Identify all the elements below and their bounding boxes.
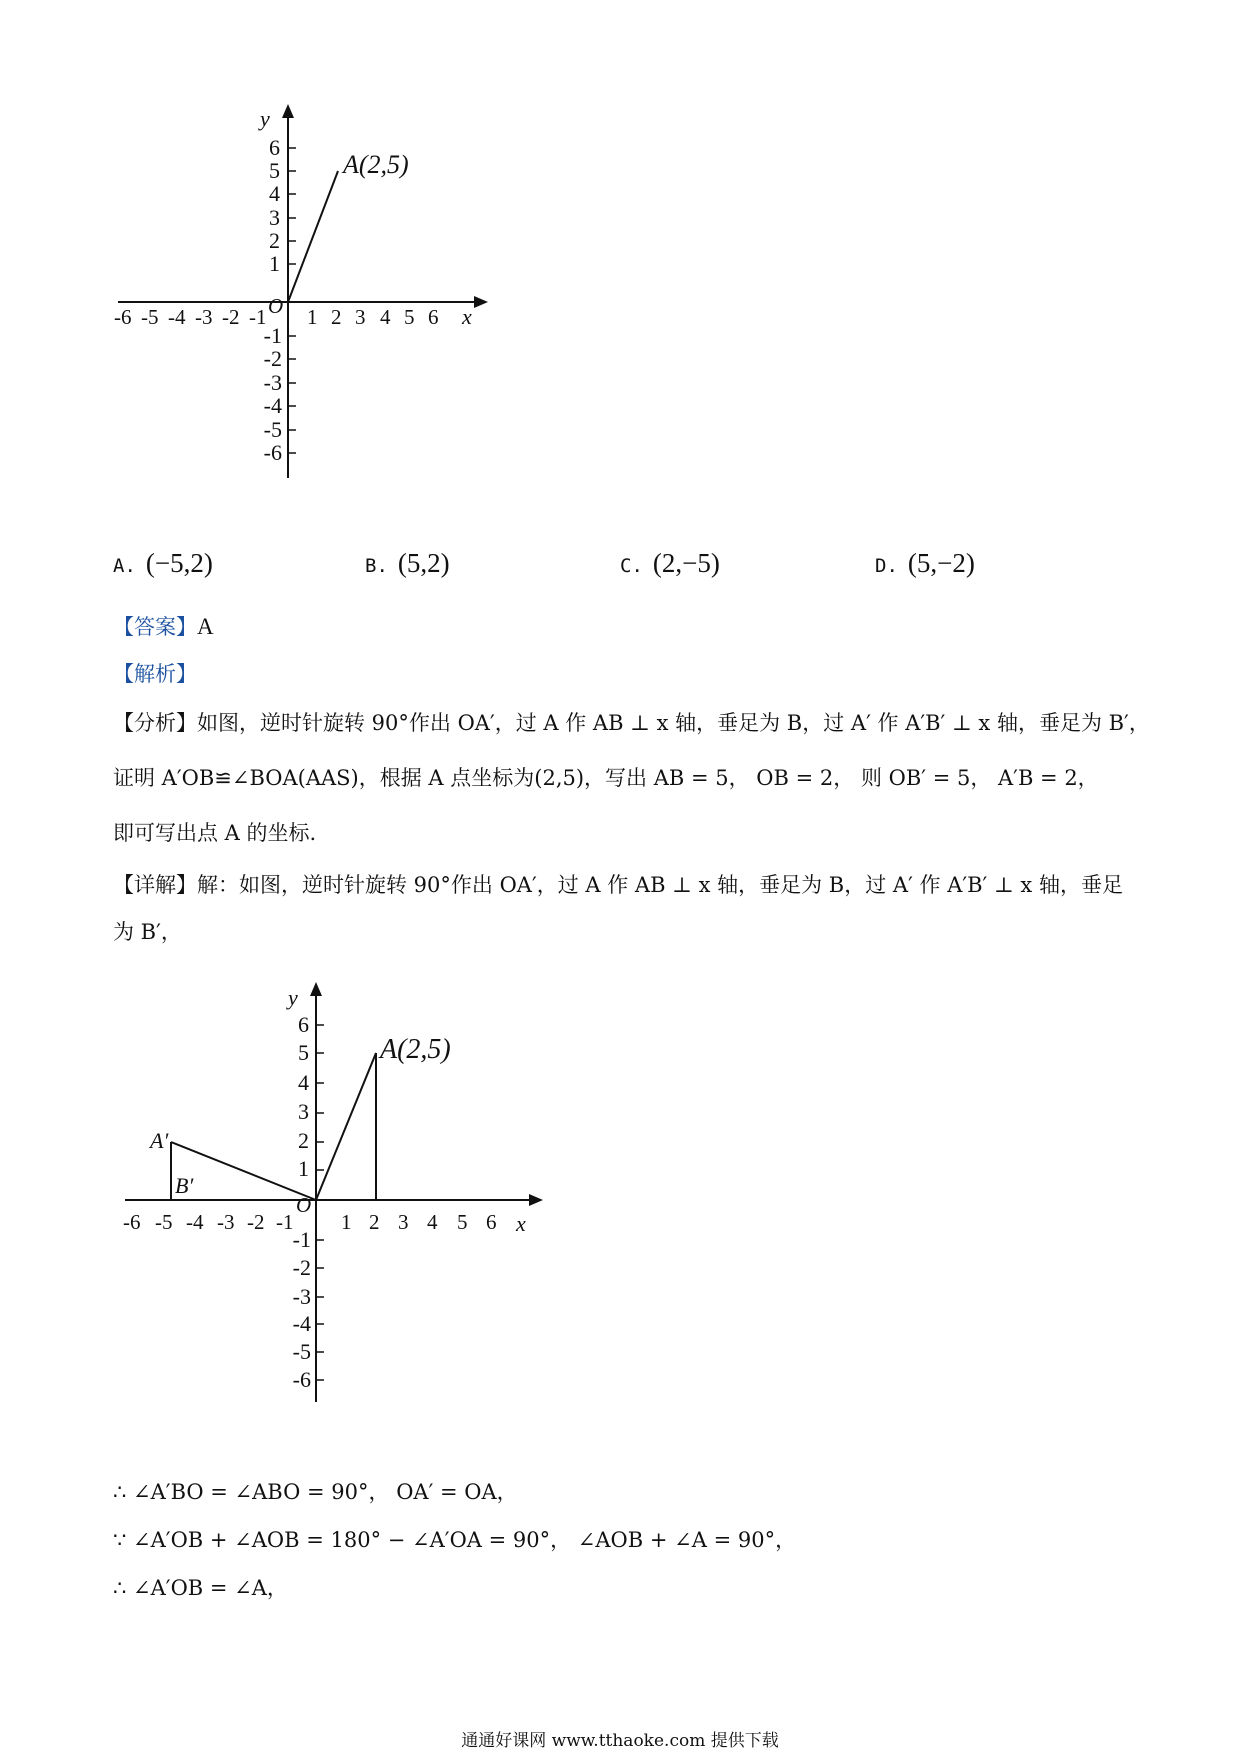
segment-oa bbox=[288, 171, 338, 302]
fenxi-line-1 bbox=[113, 713, 1150, 734]
y-axis-label: y bbox=[260, 106, 270, 131]
y-tick-label: 1 bbox=[269, 251, 280, 276]
x-tick-label: 1 bbox=[341, 1210, 352, 1234]
y-tick-label: 6 bbox=[269, 135, 280, 160]
fenxi-line-2: 证明 A′OB≌∠BOA(AAS)，根据 A 点坐标为(2,5)，写出 AB = 5， OB = 2， 则 OB′ = 5， A′B = 2， bbox=[113, 766, 1099, 790]
y-tick-label: -4 bbox=[292, 1311, 311, 1336]
point-b-prime-label: B′ bbox=[175, 1173, 194, 1198]
point-a-prime-label: A′ bbox=[150, 1128, 169, 1153]
x-tick-label: 2 bbox=[369, 1210, 380, 1234]
coordinate-figure-2 bbox=[0, 960, 1240, 1410]
y-tick-label: 4 bbox=[298, 1070, 309, 1095]
option-b[interactable] bbox=[365, 548, 450, 579]
option-value: (5,2) bbox=[397, 548, 450, 578]
y-tick-label: -6 bbox=[263, 440, 282, 465]
x-tick-label: -1 bbox=[276, 1210, 294, 1234]
option-letter: D. bbox=[875, 555, 898, 577]
y-tick-label: -6 bbox=[292, 1367, 311, 1392]
y-axis-arrow bbox=[310, 982, 322, 996]
x-tick-label: -5 bbox=[155, 1210, 173, 1234]
y-axis-arrow bbox=[282, 104, 294, 118]
fenxi-line-3: 即可写出点 A 的坐标. bbox=[113, 821, 317, 845]
y-tick-label: 4 bbox=[269, 181, 280, 206]
x-tick-label: 5 bbox=[457, 1210, 468, 1234]
x-tick-label: 6 bbox=[486, 1210, 497, 1234]
x-tick-label: -2 bbox=[222, 305, 240, 329]
x-tick-label: 3 bbox=[355, 305, 366, 329]
x-axis-label: x bbox=[516, 1211, 526, 1236]
answer-tag: 【答案】 bbox=[113, 615, 197, 639]
x-tick-label: 2 bbox=[331, 305, 342, 329]
option-value: (−5,2) bbox=[145, 548, 213, 578]
y-tick-label: -5 bbox=[263, 417, 282, 442]
x-tick-label: -4 bbox=[186, 1210, 204, 1234]
origin-label: O bbox=[268, 294, 284, 318]
fenxi-tag: 【分析】 bbox=[113, 711, 197, 735]
x-tick-label: -1 bbox=[249, 305, 267, 329]
option-c[interactable] bbox=[620, 548, 720, 579]
x-tick-label: 1 bbox=[307, 305, 318, 329]
point-a-label: A(2,5) bbox=[343, 150, 409, 179]
analysis-tag: 【解析】 bbox=[113, 662, 197, 686]
x-tick-label: -3 bbox=[195, 305, 213, 329]
option-d[interactable] bbox=[875, 548, 975, 579]
origin-label: O bbox=[296, 1193, 312, 1217]
y-tick-label: -1 bbox=[292, 1227, 311, 1252]
option-value: (2,−5) bbox=[652, 548, 720, 578]
x-tick-label: -2 bbox=[247, 1210, 265, 1234]
x-tick-label: 4 bbox=[380, 305, 391, 329]
xiangjie-text-1: 解：如图，逆时针旋转 90°作出 OA′，过 A 作 AB ⊥ x 轴，垂足为 B，过 A′ 作 A′B′ ⊥ x 轴，垂足 bbox=[197, 873, 1123, 897]
y-tick-label: 2 bbox=[298, 1128, 309, 1153]
coordinate-figure-1 bbox=[0, 0, 1240, 500]
x-axis-arrow bbox=[474, 296, 488, 308]
y-tick-label: -2 bbox=[292, 1255, 311, 1280]
x-tick-label: -3 bbox=[217, 1210, 235, 1234]
option-value: (5,−2) bbox=[907, 548, 975, 578]
xiangjie-tag: 【详解】 bbox=[113, 873, 197, 897]
y-tick-label: 5 bbox=[298, 1040, 309, 1065]
x-tick-label: 4 bbox=[427, 1210, 438, 1234]
y-axis-label: y bbox=[288, 985, 298, 1010]
option-a[interactable] bbox=[113, 548, 213, 579]
x-tick-label: -4 bbox=[168, 305, 186, 329]
step-line-2: ∵ ∠A′OB + ∠AOB = 180° − ∠A′OA = 90°， ∠AOB + ∠A = 90°， bbox=[113, 1528, 797, 1552]
y-tick-label: 1 bbox=[298, 1156, 309, 1181]
step-line-3: ∴ ∠A′OB = ∠A， bbox=[113, 1576, 288, 1600]
point-a-label: A(2,5) bbox=[380, 1034, 451, 1065]
xiangjie-line-2: 为 B′， bbox=[113, 920, 182, 944]
x-tick-label: -6 bbox=[114, 305, 132, 329]
x-axis-arrow bbox=[529, 1194, 543, 1206]
x-axis-label: x bbox=[462, 304, 472, 329]
x-tick-label: -5 bbox=[141, 305, 159, 329]
segment-oa bbox=[316, 1053, 376, 1200]
answer-value: A bbox=[197, 614, 214, 639]
x-tick-label: -6 bbox=[123, 1210, 141, 1234]
x-tick-label: 5 bbox=[404, 305, 415, 329]
y-tick-label: -3 bbox=[263, 370, 282, 395]
y-tick-label: -3 bbox=[292, 1284, 311, 1309]
answer-line bbox=[113, 615, 214, 638]
y-tick-label: -2 bbox=[263, 346, 282, 371]
y-tick-label: 3 bbox=[298, 1099, 309, 1124]
option-letter: B. bbox=[365, 555, 388, 577]
y-tick-label: 2 bbox=[269, 228, 280, 253]
step-line-1: ∴ ∠A′BO = ∠ABO = 90°， OA′ = OA， bbox=[113, 1480, 518, 1504]
option-letter: A. bbox=[113, 555, 136, 577]
y-tick-label: 3 bbox=[269, 205, 280, 230]
y-tick-label: 6 bbox=[298, 1012, 309, 1037]
page-footer: 通通好课网 www.tthaoke.com 提供下载 bbox=[461, 1731, 779, 1751]
xiangjie-line-1 bbox=[113, 875, 1123, 896]
x-tick-label: 6 bbox=[428, 305, 439, 329]
y-tick-label: -1 bbox=[263, 323, 282, 348]
y-tick-label: 5 bbox=[269, 158, 280, 183]
fenxi-text-1: 如图，逆时针旋转 90°作出 OA′，过 A 作 AB ⊥ x 轴，垂足为 B，过 A′ 作 A′B′ ⊥ x 轴，垂足为 B′， bbox=[197, 711, 1150, 735]
option-letter: C. bbox=[620, 555, 643, 577]
x-tick-label: 3 bbox=[398, 1210, 409, 1234]
y-tick-label: -5 bbox=[292, 1339, 311, 1364]
y-tick-label: -4 bbox=[263, 393, 282, 418]
analysis-heading bbox=[113, 664, 197, 685]
